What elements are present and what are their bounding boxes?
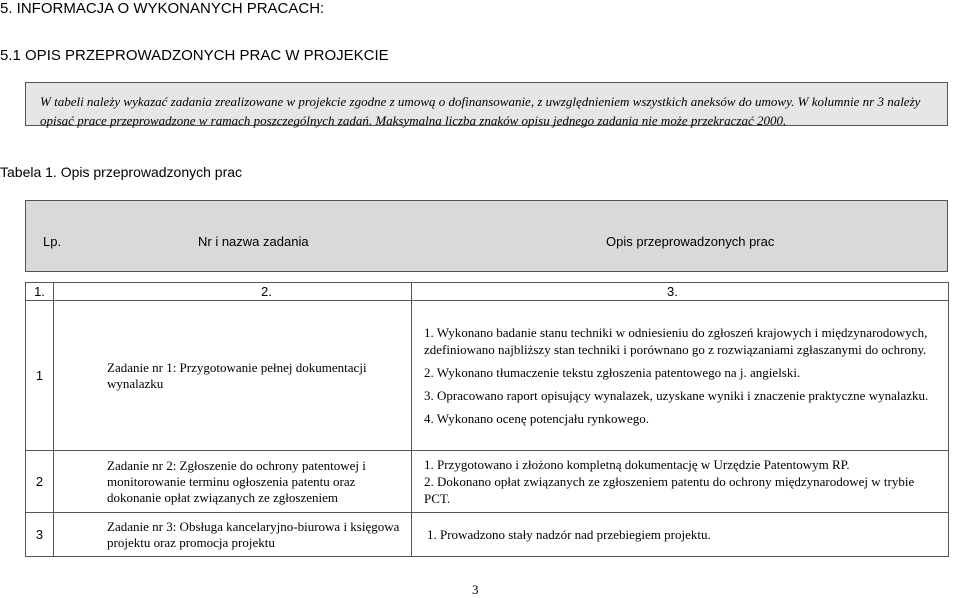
col-number-1: 1. xyxy=(26,283,54,301)
row-task xyxy=(54,451,412,513)
row-lp: 1 xyxy=(26,301,54,451)
description-item: 1. Przygotowano i złożono kompletną dokumentację w Urzędzie Patentowym RP. xyxy=(424,457,850,472)
col-number-2: 2. xyxy=(54,283,412,301)
section-title: 5. INFORMACJA O WYKONANYCH PRACACH: xyxy=(0,0,325,17)
description-item: 1. Prowadzono stały nadzór nad przebiegiem projektu. xyxy=(427,527,711,542)
description-item: 3. Opracowano raport opisujący wynalazek, uzyskane wyniki i znaczenie praktyczne wynalazku. xyxy=(424,388,929,403)
description-item: 1. Wykonano badanie stanu techniki w odniesieniu do zgłoszeń krajowych i międzynarodowych, zdefiniowano najbliższy stan techniki i porównano go z rozwiązaniami zgłaszanymi do ochrony. xyxy=(424,325,928,357)
header-task: Nr i nazwa zadania xyxy=(198,234,309,249)
instruction-text: W tabeli należy wykazać zadania zrealizowane w projekcie zgodne z umową o dofinansowanie, z uwzględnieniem wszystkich aneksów do umowy. W kolumnie nr 3 należy opisać prace przeprowadzone w ramach poszczególnych zadań. Maksymalna liczba znaków opisu jednego zadania nie może przekraczać 2000. xyxy=(40,94,921,128)
row-task xyxy=(54,513,412,557)
row-task xyxy=(54,301,412,451)
row-lp: 2 xyxy=(26,451,54,513)
table-row xyxy=(26,301,949,451)
col-number-3: 3. xyxy=(412,283,949,301)
row-description xyxy=(412,513,949,557)
description-item: 4. Wykonano ocenę potencjału rynkowego. xyxy=(424,411,649,426)
task-text: Zadanie nr 2: Zgłoszenie do ochrony patentowej i monitorowanie terminu ogłoszenia patentu oraz dokonanie opłat związanych ze zgłoszeniem xyxy=(107,457,366,505)
column-numbers-row xyxy=(26,283,949,301)
subsection-title: 5.1 OPIS PRZEPROWADZONYCH PRAC W PROJEKCIE xyxy=(0,47,389,64)
header-lp: Lp. xyxy=(43,234,62,249)
description-item: 2. Wykonano tłumaczenie tekstu zgłoszenia patentowego na j. angielski. xyxy=(424,365,801,380)
table-header xyxy=(25,200,948,272)
page-number: 3 xyxy=(472,582,479,597)
task-text: Zadanie nr 1: Przygotowanie pełnej dokumentacji wynalazku xyxy=(107,359,367,391)
instruction-box xyxy=(25,82,948,126)
works-table xyxy=(25,282,949,557)
row-lp: 3 xyxy=(26,513,54,557)
table-title: Tabela 1. Opis przeprowadzonych prac xyxy=(0,164,243,180)
row-description xyxy=(412,301,949,451)
task-text: Zadanie nr 3: Obsługa kancelaryjno-biurowa i księgowa projektu oraz promocja projektu xyxy=(107,518,400,550)
description-item: 2. Dokonano opłat związanych ze zgłoszeniem patentu do ochrony międzynarodowej w trybie PCT. xyxy=(424,474,915,506)
table-row xyxy=(26,451,949,513)
header-description: Opis przeprowadzonych prac xyxy=(606,234,775,249)
row-description xyxy=(412,451,949,513)
table-row xyxy=(26,513,949,557)
